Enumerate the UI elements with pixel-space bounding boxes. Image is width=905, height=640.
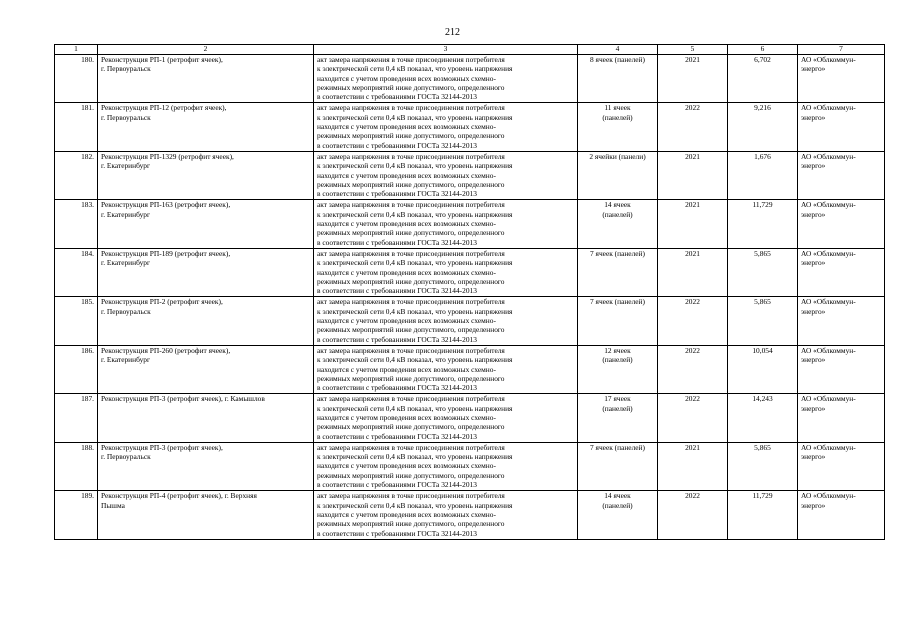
year-cell: 2022 — [658, 103, 728, 151]
organization-line: энерго» — [801, 258, 826, 268]
quantity-cell — [578, 200, 658, 248]
organization-line: энерго» — [801, 64, 826, 74]
justification-line: в соответствии с требованиями ГОСТа 32144-2013 — [317, 189, 477, 199]
table-row — [55, 55, 885, 103]
justification-line: к электрической сети 0,4 кВ показал, что уровень напряжения — [317, 403, 513, 413]
organization-line: АО «Облкоммун- — [801, 103, 856, 113]
justification-line: в соответствии с требованиями ГОСТа 32144-2013 — [317, 480, 477, 490]
value-cell: 5,865 — [728, 297, 798, 345]
justification-line: находится с учетом проведения всех возможных схемно- — [317, 461, 496, 471]
quantity-line: (панелей) — [602, 112, 633, 122]
object-name-cell — [98, 297, 314, 345]
column-header: 6 — [728, 45, 798, 55]
object-name-line: Реконструкция РП-2 (ретрофит ячеек), — [101, 297, 223, 307]
organization-line: АО «Облкоммун- — [801, 297, 856, 307]
year-cell: 2021 — [658, 55, 728, 103]
object-name-cell — [98, 394, 314, 442]
justification-line: акт замера напряжения в точке присоединения потребителя — [317, 55, 505, 64]
table-row — [55, 442, 885, 490]
column-header: 2 — [98, 45, 314, 55]
organization-line: энерго» — [801, 209, 826, 219]
justification-line: в соответствии с требованиями ГОСТа 32144-2013 — [317, 528, 477, 538]
organization-line: энерго» — [801, 306, 826, 316]
column-header: 1 — [55, 45, 98, 55]
justification-line: находится с учетом проведения всех возможных схемно- — [317, 267, 496, 277]
justification-line: режимных мероприятий ниже допустимого, определенного — [317, 470, 505, 480]
object-name-line: Реконструкция РП-12 (ретрофит ячеек), — [101, 103, 227, 113]
year-cell: 2022 — [658, 394, 728, 442]
value-cell: 5,865 — [728, 248, 798, 296]
year-cell: 2022 — [658, 491, 728, 539]
justification-line: акт замера напряжения в точке присоединения потребителя — [317, 442, 505, 452]
organization-line: АО «Облкоммун- — [801, 442, 856, 452]
justification-line: к электрической сети 0,4 кВ показал, что уровень напряжения — [317, 355, 513, 365]
organization-line: энерго» — [801, 112, 826, 122]
quantity-cell — [578, 151, 658, 199]
table-row — [55, 491, 885, 539]
object-name-line: г. Екатеринбург — [101, 258, 150, 268]
justification-line: режимных мероприятий ниже допустимого, определенного — [317, 519, 505, 529]
justification-cell — [314, 200, 578, 248]
value-cell: 11,729 — [728, 200, 798, 248]
organization-line: энерго» — [801, 403, 826, 413]
object-name-cell — [98, 491, 314, 539]
organization-cell — [798, 297, 885, 345]
organization-line: АО «Облкоммун- — [801, 394, 856, 404]
row-number-cell: 189. — [55, 491, 98, 539]
justification-line: в соответствии с требованиями ГОСТа 32144-2013 — [317, 334, 477, 344]
table-row — [55, 345, 885, 393]
justification-line: акт замера напряжения в точке присоединения потребителя — [317, 297, 505, 307]
justification-line: в соответствии с требованиями ГОСТа 32144-2013 — [317, 431, 477, 441]
quantity-line: (панелей) — [602, 500, 633, 510]
column-header: 5 — [658, 45, 728, 55]
object-name-line: г. Екатеринбург — [101, 209, 150, 219]
organization-cell — [798, 151, 885, 199]
justification-line: в соответствии с требованиями ГОСТа 32144-2013 — [317, 383, 477, 393]
organization-cell — [798, 442, 885, 490]
object-name-line: г. Первоуральск — [101, 306, 151, 316]
justification-line: акт замера напряжения в точке присоединения потребителя — [317, 491, 505, 501]
quantity-cell — [578, 248, 658, 296]
justification-cell — [314, 151, 578, 199]
justification-cell — [314, 394, 578, 442]
justification-line: акт замера напряжения в точке присоединения потребителя — [317, 345, 505, 355]
justification-cell — [314, 491, 578, 539]
table-row — [55, 297, 885, 345]
organization-line: энерго» — [801, 161, 826, 171]
justification-line: в соответствии с требованиями ГОСТа 32144-2013 — [317, 237, 477, 247]
quantity-line: 7 ячеек (панелей) — [590, 248, 645, 258]
row-number-cell: 182. — [55, 151, 98, 199]
object-name-cell — [98, 248, 314, 296]
organization-cell — [798, 248, 885, 296]
organization-line: АО «Облкоммун- — [801, 55, 856, 64]
organization-line: АО «Облкоммун- — [801, 345, 856, 355]
object-name-line: Пышма — [101, 500, 125, 510]
justification-line: к электрической сети 0,4 кВ показал, что уровень напряжения — [317, 161, 513, 171]
object-name-line: г. Первоуральск — [101, 452, 151, 462]
justification-line: находится с учетом проведения всех возможных схемно- — [317, 73, 496, 83]
value-cell: 10,054 — [728, 345, 798, 393]
object-name-line: Реконструкция РП-3 (ретрофит ячеек), — [101, 442, 223, 452]
year-cell: 2021 — [658, 442, 728, 490]
quantity-line: (панелей) — [602, 403, 633, 413]
justification-line: режимных мероприятий ниже допустимого, определенного — [317, 422, 505, 432]
justification-line: находится с учетом проведения всех возможных схемно- — [317, 219, 496, 229]
justification-line: к электрической сети 0,4 кВ показал, что уровень напряжения — [317, 258, 513, 268]
object-name-line: Реконструкция РП-189 (ретрофит ячеек), — [101, 248, 231, 258]
organization-line: энерго» — [801, 452, 826, 462]
object-name-line: Реконструкция РП-1329 (ретрофит ячеек), — [101, 151, 234, 161]
object-name-cell — [98, 151, 314, 199]
column-header: 3 — [314, 45, 578, 55]
quantity-cell — [578, 297, 658, 345]
object-name-line: г. Екатеринбург — [101, 355, 150, 365]
justification-line: находится с учетом проведения всех возможных схемно- — [317, 364, 496, 374]
value-cell: 5,865 — [728, 442, 798, 490]
justification-line: находится с учетом проведения всех возможных схемно- — [317, 412, 496, 422]
quantity-line: 7 ячеек (панелей) — [590, 442, 645, 452]
column-number-row — [55, 45, 885, 55]
justification-cell — [314, 345, 578, 393]
table-row — [55, 394, 885, 442]
row-number-cell: 184. — [55, 248, 98, 296]
year-cell: 2021 — [658, 248, 728, 296]
object-name-cell — [98, 103, 314, 151]
value-cell: 11,729 — [728, 491, 798, 539]
justification-line: режимных мероприятий ниже допустимого, определенного — [317, 82, 505, 92]
organization-line: АО «Облкоммун- — [801, 248, 856, 258]
row-number-cell: 180. — [55, 55, 98, 103]
organization-cell — [798, 103, 885, 151]
page-number: 212 — [445, 27, 460, 38]
object-name-line: Реконструкция РП-4 (ретрофит ячеек), г. Верхняя — [101, 491, 257, 501]
row-number-cell: 188. — [55, 442, 98, 490]
object-name-line: Реконструкция РП-1 (ретрофит ячеек), — [101, 55, 223, 64]
organization-cell — [798, 55, 885, 103]
object-name-line: г. Екатеринбург — [101, 161, 150, 171]
value-cell: 9,216 — [728, 103, 798, 151]
year-cell: 2021 — [658, 151, 728, 199]
justification-line: режимных мероприятий ниже допустимого, определенного — [317, 179, 505, 189]
quantity-cell — [578, 394, 658, 442]
object-name-cell — [98, 200, 314, 248]
object-name-line: Реконструкция РП-260 (ретрофит ячеек), — [101, 345, 231, 355]
quantity-line: 8 ячеек (панелей) — [590, 55, 645, 64]
justification-line: режимных мероприятий ниже допустимого, определенного — [317, 276, 505, 286]
object-name-cell — [98, 55, 314, 103]
object-name-line: г. Первоуральск — [101, 112, 151, 122]
justification-line: к электрической сети 0,4 кВ показал, что уровень напряжения — [317, 64, 513, 74]
justification-line: акт замера напряжения в точке присоединения потребителя — [317, 151, 505, 161]
organization-cell — [798, 345, 885, 393]
document-table — [54, 44, 885, 540]
table-row — [55, 151, 885, 199]
quantity-cell — [578, 55, 658, 103]
quantity-cell — [578, 345, 658, 393]
justification-line: режимных мероприятий ниже допустимого, определенного — [317, 325, 505, 335]
row-number-cell: 185. — [55, 297, 98, 345]
organization-line: энерго» — [801, 355, 826, 365]
quantity-line: 12 ячеек — [604, 345, 631, 355]
organization-line: энерго» — [801, 500, 826, 510]
justification-cell — [314, 55, 578, 103]
justification-line: в соответствии с требованиями ГОСТа 32144-2013 — [317, 140, 477, 150]
quantity-line: 11 ячеек — [604, 103, 631, 113]
justification-line: в соответствии с требованиями ГОСТа 32144-2013 — [317, 92, 477, 102]
quantity-line: (панелей) — [602, 355, 633, 365]
object-name-line: Реконструкция РП-3 (ретрофит ячеек), г. Камышлов — [101, 394, 265, 404]
justification-line: режимных мероприятий ниже допустимого, определенного — [317, 131, 505, 141]
value-cell: 6,702 — [728, 55, 798, 103]
justification-line: акт замера напряжения в точке присоединения потребителя — [317, 103, 505, 113]
justification-line: акт замера напряжения в точке присоединения потребителя — [317, 248, 505, 258]
justification-line: к электрической сети 0,4 кВ показал, что уровень напряжения — [317, 500, 513, 510]
justification-line: находится с учетом проведения всех возможных схемно- — [317, 122, 496, 132]
organization-line: АО «Облкоммун- — [801, 151, 856, 161]
table-row — [55, 248, 885, 296]
quantity-line: 17 ячеек — [604, 394, 631, 404]
quantity-line: 14 ячеек — [604, 200, 631, 210]
justification-line: в соответствии с требованиями ГОСТа 32144-2013 — [317, 286, 477, 296]
table-row — [55, 103, 885, 151]
year-cell: 2022 — [658, 345, 728, 393]
row-number-cell: 183. — [55, 200, 98, 248]
column-header: 7 — [798, 45, 885, 55]
justification-line: к электрической сети 0,4 кВ показал, что уровень напряжения — [317, 112, 513, 122]
justification-cell — [314, 442, 578, 490]
year-cell: 2021 — [658, 200, 728, 248]
table-row — [55, 200, 885, 248]
quantity-cell — [578, 103, 658, 151]
object-name-cell — [98, 442, 314, 490]
quantity-line: (панелей) — [602, 209, 633, 219]
object-name-line: Реконструкция РП-163 (ретрофит ячеек), — [101, 200, 231, 210]
justification-line: режимных мероприятий ниже допустимого, определенного — [317, 373, 505, 383]
value-cell: 1,676 — [728, 151, 798, 199]
organization-cell — [798, 491, 885, 539]
organization-cell — [798, 200, 885, 248]
row-number-cell: 181. — [55, 103, 98, 151]
justification-line: акт замера напряжения в точке присоединения потребителя — [317, 394, 505, 404]
column-header: 4 — [578, 45, 658, 55]
justification-line: находится с учетом проведения всех возможных схемно- — [317, 170, 496, 180]
quantity-line: 14 ячеек — [604, 491, 631, 501]
justification-line: режимных мероприятий ниже допустимого, определенного — [317, 228, 505, 238]
organization-line: АО «Облкоммун- — [801, 491, 856, 501]
year-cell: 2022 — [658, 297, 728, 345]
justification-cell — [314, 103, 578, 151]
organization-cell — [798, 394, 885, 442]
object-name-cell — [98, 345, 314, 393]
quantity-line: 2 ячейки (панели) — [589, 151, 646, 161]
justification-line: к электрической сети 0,4 кВ показал, что уровень напряжения — [317, 209, 513, 219]
justification-cell — [314, 248, 578, 296]
object-name-line: г. Первоуральск — [101, 64, 151, 74]
justification-line: акт замера напряжения в точке присоединения потребителя — [317, 200, 505, 210]
justification-cell — [314, 297, 578, 345]
quantity-cell — [578, 491, 658, 539]
organization-line: АО «Облкоммун- — [801, 200, 856, 210]
row-number-cell: 187. — [55, 394, 98, 442]
justification-line: находится с учетом проведения всех возможных схемно- — [317, 509, 496, 519]
justification-line: к электрической сети 0,4 кВ показал, что уровень напряжения — [317, 306, 513, 316]
value-cell: 14,243 — [728, 394, 798, 442]
row-number-cell: 186. — [55, 345, 98, 393]
quantity-cell — [578, 442, 658, 490]
quantity-line: 7 ячеек (панелей) — [590, 297, 645, 307]
justification-line: находится с учетом проведения всех возможных схемно- — [317, 316, 496, 326]
justification-line: к электрической сети 0,4 кВ показал, что уровень напряжения — [317, 452, 513, 462]
